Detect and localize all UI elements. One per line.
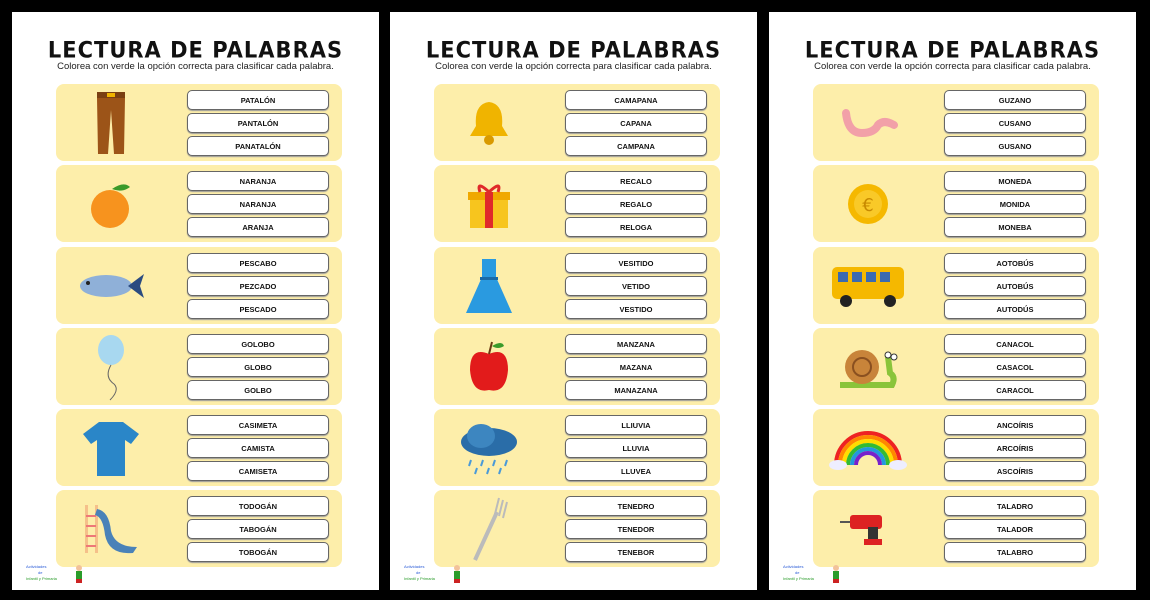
word-option[interactable]: CASACOL bbox=[944, 357, 1086, 377]
word-exercise-row bbox=[813, 247, 1099, 324]
word-exercise-row bbox=[813, 328, 1099, 405]
word-option[interactable]: RECALO bbox=[565, 171, 707, 191]
word-option[interactable]: VETIDO bbox=[565, 276, 707, 296]
word-option[interactable]: CASIMETA bbox=[187, 415, 329, 435]
word-option[interactable]: ANCOÍRIS bbox=[944, 415, 1086, 435]
bell-icon bbox=[444, 88, 534, 157]
word-option[interactable]: PANTALÓN bbox=[187, 113, 329, 133]
snail-icon bbox=[823, 332, 913, 401]
word-exercise-row bbox=[56, 247, 342, 324]
instructions: Colorea con verde la opción correcta para clasificar cada palabra. bbox=[57, 61, 334, 72]
publisher-logo: Actividades de Infantil y Primaria bbox=[26, 564, 86, 586]
word-option[interactable]: LLUVEA bbox=[565, 461, 707, 481]
word-option[interactable]: VESITIDO bbox=[565, 253, 707, 273]
word-exercise-row bbox=[434, 165, 720, 242]
orange-icon bbox=[66, 169, 156, 238]
word-option[interactable]: TENEDOR bbox=[565, 519, 707, 539]
word-option[interactable]: GUZANO bbox=[944, 90, 1086, 110]
word-option[interactable]: CUSANO bbox=[944, 113, 1086, 133]
word-exercise-row bbox=[56, 490, 342, 567]
word-option[interactable]: GLOBO bbox=[187, 357, 329, 377]
word-option[interactable]: MANAZANA bbox=[565, 380, 707, 400]
publisher-logo: Actividades de Infantil y Primaria bbox=[404, 564, 464, 586]
word-exercise-row bbox=[813, 490, 1099, 567]
word-option[interactable]: GOLBO bbox=[187, 380, 329, 400]
word-exercise-row bbox=[434, 84, 720, 161]
word-option[interactable]: CAMPANA bbox=[565, 136, 707, 156]
drill-icon bbox=[823, 494, 913, 563]
word-option[interactable]: TENEBOR bbox=[565, 542, 707, 562]
pants-icon bbox=[66, 88, 156, 157]
word-option[interactable]: ARCOÍRIS bbox=[944, 438, 1086, 458]
word-option[interactable]: ARANJA bbox=[187, 217, 329, 237]
word-option[interactable]: NARANJA bbox=[187, 194, 329, 214]
word-exercise-row bbox=[434, 409, 720, 486]
word-option[interactable]: GUSANO bbox=[944, 136, 1086, 156]
word-option[interactable]: LLUVIA bbox=[565, 438, 707, 458]
word-exercise-row bbox=[56, 165, 342, 242]
fish-icon bbox=[66, 251, 156, 320]
word-option[interactable]: MONEDA bbox=[944, 171, 1086, 191]
word-option[interactable]: MONIDA bbox=[944, 194, 1086, 214]
word-option[interactable]: PATALÓN bbox=[187, 90, 329, 110]
word-option[interactable]: PESCADO bbox=[187, 299, 329, 319]
word-option[interactable]: TALADOR bbox=[944, 519, 1086, 539]
tshirt-icon bbox=[66, 413, 156, 482]
word-option[interactable]: GOLOBO bbox=[187, 334, 329, 354]
word-option[interactable]: TALABRO bbox=[944, 542, 1086, 562]
publisher-logo: Actividades de Infantil y Primaria bbox=[783, 564, 843, 586]
word-exercise-row bbox=[813, 409, 1099, 486]
svg-text:€: € bbox=[862, 194, 874, 216]
page-title: LECTURA DE PALABRAS bbox=[804, 37, 1101, 63]
instructions: Colorea con verde la opción correcta para clasificar cada palabra. bbox=[814, 61, 1091, 72]
word-option[interactable]: CAMAPANA bbox=[565, 90, 707, 110]
gift-icon bbox=[444, 169, 534, 238]
coin-icon bbox=[823, 169, 913, 238]
word-option[interactable]: TALADRO bbox=[944, 496, 1086, 516]
balloon-icon bbox=[66, 332, 156, 401]
word-exercise-row bbox=[813, 84, 1099, 161]
bus-icon bbox=[823, 251, 913, 320]
dress-icon bbox=[444, 251, 534, 320]
apple-icon bbox=[444, 332, 534, 401]
worksheet-page bbox=[390, 12, 757, 590]
word-option[interactable]: PANATALÓN bbox=[187, 136, 329, 156]
word-option[interactable]: TODOGÁN bbox=[187, 496, 329, 516]
word-exercise-row bbox=[56, 84, 342, 161]
word-option[interactable]: CAPANA bbox=[565, 113, 707, 133]
slide-icon bbox=[66, 494, 156, 563]
page-title: LECTURA DE PALABRAS bbox=[425, 37, 722, 63]
word-exercise-row bbox=[813, 165, 1099, 242]
word-exercise-row bbox=[434, 328, 720, 405]
word-option[interactable]: AUTODÚS bbox=[944, 299, 1086, 319]
word-option[interactable]: CAMISETA bbox=[187, 461, 329, 481]
word-option[interactable]: PESCABO bbox=[187, 253, 329, 273]
rainbow-icon bbox=[823, 413, 913, 482]
word-option[interactable]: NARANJA bbox=[187, 171, 329, 191]
word-option[interactable]: MAZANA bbox=[565, 357, 707, 377]
word-option[interactable]: TOBOGÁN bbox=[187, 542, 329, 562]
instructions: Colorea con verde la opción correcta para clasificar cada palabra. bbox=[435, 61, 712, 72]
word-option[interactable]: AOTOBÚS bbox=[944, 253, 1086, 273]
word-option[interactable]: LLIUVIA bbox=[565, 415, 707, 435]
worksheet-page bbox=[12, 12, 379, 590]
word-option[interactable]: CAMISTA bbox=[187, 438, 329, 458]
rain-cloud-icon bbox=[444, 413, 534, 482]
word-option[interactable]: CANACOL bbox=[944, 334, 1086, 354]
word-option[interactable]: CARACOL bbox=[944, 380, 1086, 400]
worksheet-page bbox=[769, 12, 1136, 590]
word-option[interactable]: TABOGÁN bbox=[187, 519, 329, 539]
word-option[interactable]: MONEBA bbox=[944, 217, 1086, 237]
word-exercise-row bbox=[56, 328, 342, 405]
word-option[interactable]: REGALO bbox=[565, 194, 707, 214]
word-exercise-row bbox=[56, 409, 342, 486]
fork-icon bbox=[444, 494, 534, 563]
worm-icon bbox=[823, 88, 913, 157]
word-option[interactable]: VESTIDO bbox=[565, 299, 707, 319]
word-option[interactable]: TENEDRO bbox=[565, 496, 707, 516]
page-title: LECTURA DE PALABRAS bbox=[47, 37, 344, 63]
word-exercise-row bbox=[434, 490, 720, 567]
word-option[interactable]: AUTOBÚS bbox=[944, 276, 1086, 296]
word-exercise-row bbox=[434, 247, 720, 324]
word-option[interactable]: MANZANA bbox=[565, 334, 707, 354]
word-option[interactable]: ASCOÍRIS bbox=[944, 461, 1086, 481]
word-option[interactable]: PEZCADO bbox=[187, 276, 329, 296]
word-option[interactable]: RELOGA bbox=[565, 217, 707, 237]
